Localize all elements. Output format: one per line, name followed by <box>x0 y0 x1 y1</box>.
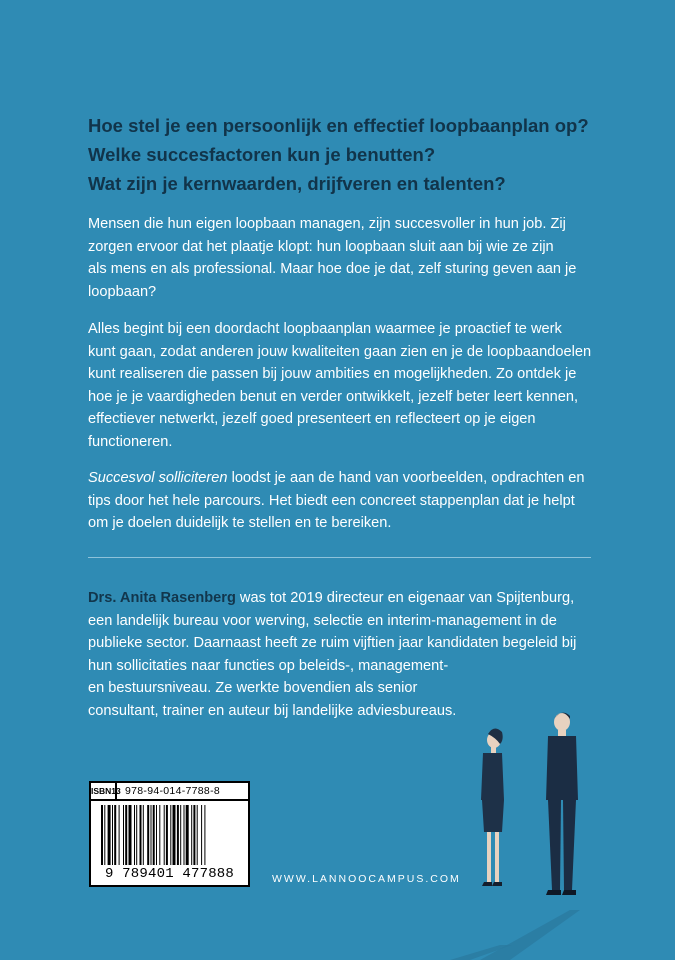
barcode-bar <box>151 805 152 865</box>
barcode-bar <box>134 805 135 865</box>
plan-paragraph <box>88 318 613 454</box>
book-line: tips door het hele parcours. Het biedt een concreet stappenplan dat je helpt <box>88 492 575 509</box>
barcode-bar <box>101 805 103 865</box>
barcode-bar <box>143 805 144 865</box>
book-title: Succesvol solliciteren <box>88 470 228 486</box>
plan-line: functioneren. <box>88 433 173 450</box>
barcode-bar <box>159 805 160 865</box>
barcode-bar <box>112 805 113 865</box>
plan-line: effectiever netwerkt, jezelf goed presenteert en reflecteert op je eigen <box>88 411 536 428</box>
barcode-bar <box>147 805 149 865</box>
barcode-bars <box>101 805 243 865</box>
barcode-bar <box>173 805 176 865</box>
question-3: Wat zijn je kernwaarden, drijfveren en talenten? <box>88 173 506 194</box>
barcode-bar <box>156 805 157 865</box>
barcode-bar <box>140 805 142 865</box>
barcode-bar <box>177 805 179 865</box>
isbn-number: 978-94-014-7788-8 <box>125 785 221 797</box>
barcode-bar <box>164 805 165 865</box>
barcode-bar <box>119 805 120 865</box>
barcode-bar <box>114 805 116 865</box>
barcode-bar <box>191 805 192 865</box>
intro-line: Mensen die hun eigen loopbaan managen, zijn succesvoller in hun job. Zij <box>88 216 566 232</box>
key-questions <box>88 111 628 198</box>
plan-line: Alles begint bij een doordacht loopbaanplan waarmee je proactief te werk <box>88 321 562 337</box>
intro-line: zorgen ervoor dat het plaatje klopt: hun loopbaan sluit aan bij wie ze zijn <box>88 238 554 255</box>
barcode-bar <box>204 805 205 865</box>
question-1: Hoe stel je een persoonlijk en effectief loopbaanplan op? <box>88 115 589 136</box>
barcode-bar <box>201 805 202 865</box>
section-divider <box>88 557 591 558</box>
barcode-bar <box>123 805 124 865</box>
plan-line: kunt realiseren die passen bij jouw ambities en mogelijkheden. Zo ontdek je <box>88 366 577 383</box>
isbn-row <box>91 783 248 801</box>
barcode-bar <box>193 805 195 865</box>
people-illustration <box>440 700 640 960</box>
barcode-bar <box>197 805 198 865</box>
barcode-bar <box>170 805 171 865</box>
barcode-bar <box>129 805 132 865</box>
barcode-bar <box>186 805 189 865</box>
bio-line <box>88 587 613 610</box>
barcode-bar <box>153 805 155 865</box>
publisher-website[interactable]: WWW.LANNOOCAMPUS.COM <box>272 873 461 885</box>
woman-figure <box>481 728 504 886</box>
bio-line: en bestuursniveau. Ze werkte bovendien als senior <box>88 680 418 697</box>
barcode-bar <box>184 805 185 865</box>
bio-line: hun sollicitaties naar functies op beleids-, management- <box>88 657 449 674</box>
isbn-label: ISBN13 <box>91 783 117 799</box>
man-figure <box>546 713 578 895</box>
intro-line: als mens en als professional. Maar hoe doe je dat, zelf sturing geven aan je <box>88 261 577 278</box>
book-line: om je doelen duidelijk te stellen en te bereiken. <box>88 515 392 532</box>
intro-paragraph <box>88 213 613 303</box>
barcode-bar <box>180 805 181 865</box>
book-line <box>88 467 613 490</box>
bio-line: consultant, trainer en auteur bij landelijke adviesbureaus. <box>88 702 457 719</box>
question-2: Welke succesfactoren kun je benutten? <box>88 144 436 165</box>
barcode-bar <box>166 805 168 865</box>
bio-line: een landelijk bureau voor werving, selectie en interim-management in de <box>88 612 557 629</box>
barcode-bar <box>125 805 127 865</box>
intro-line: loopbaan? <box>88 283 157 300</box>
bio-line-rest: was tot 2019 directeur en eigenaar van Spijtenburg, <box>235 590 575 606</box>
plan-line: hoe je je vaardigheden benut en verder ontwikkelt, jezelf beter leert kennen, <box>88 388 579 405</box>
book-paragraph <box>88 467 613 535</box>
barcode-bar <box>108 805 111 865</box>
barcode-bar <box>136 805 137 865</box>
bio-line: publieke sector. Daarnaast heeft ze ruim vijftien jaar kandidaten begeleid bij <box>88 635 577 652</box>
author-name: Drs. Anita Rasenberg <box>88 590 236 606</box>
plan-line: kunt gaan, zodat anderen jouw kwaliteiten gaan zien en je de loopbaandoelen <box>88 343 592 360</box>
isbn-barcode <box>89 781 250 887</box>
book-line-rest: loodst je aan de hand van voorbeelden, opdrachten en <box>227 470 585 486</box>
barcode-bar <box>104 805 105 865</box>
ean-digits: 9 789401 477888 <box>104 866 235 882</box>
